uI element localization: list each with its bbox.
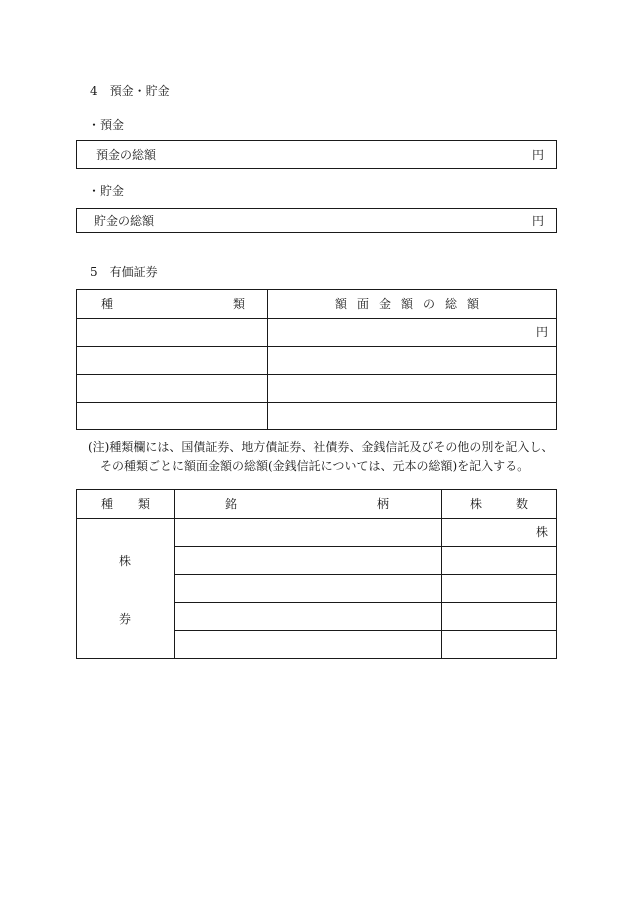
securities-table [76, 289, 557, 430]
table1-header-amount: 額面金額の総額 [335, 297, 490, 311]
table2-brand-cell[interactable] [175, 631, 441, 658]
table2-brand-cell[interactable] [175, 547, 441, 574]
table2-brand-cell[interactable] [175, 519, 441, 546]
table1-type-cell[interactable] [77, 403, 267, 429]
deposit-total-label: 預金の総額 [96, 148, 157, 162]
note-line-1: (注)種類欄には、国債証券、地方債証券、社債券、金銭信託及びその他の別を記入し、 [88, 440, 554, 454]
table2-shares-cell[interactable] [442, 631, 556, 658]
table2-brand-cell[interactable] [175, 603, 441, 630]
table1-amount-cell[interactable] [268, 347, 556, 374]
table2-shares-cell[interactable] [442, 547, 556, 574]
table1-type-cell[interactable] [77, 375, 267, 402]
table2-header-brand-b: 柄 [377, 497, 390, 511]
savings-label: ・貯金 [88, 184, 125, 198]
table1-header-type-a: 種 [101, 297, 114, 311]
stock-row-label-a: 株 [119, 554, 132, 568]
table1-amount-unit: 円 [535, 325, 548, 339]
savings-unit: 円 [531, 214, 544, 228]
table1-type-cell[interactable] [77, 347, 267, 374]
section4-heading: 4 預金・貯金 [90, 84, 170, 98]
deposit-unit: 円 [531, 148, 544, 162]
stock-row-label-b: 券 [119, 612, 132, 626]
table2-shares-cell[interactable] [442, 603, 556, 630]
savings-total-label: 貯金の総額 [94, 214, 155, 228]
savings-total-box[interactable] [76, 208, 557, 233]
table2-brand-cell[interactable] [175, 575, 441, 602]
table1-header-type-b: 類 [233, 297, 246, 311]
stocks-table [76, 489, 557, 659]
table1-amount-cell[interactable] [268, 319, 556, 346]
table2-header-type-b: 類 [138, 497, 151, 511]
table1-amount-cell[interactable] [268, 375, 556, 402]
table2-header-brand-a: 銘 [225, 497, 238, 511]
table1-type-cell[interactable] [77, 319, 267, 346]
table2-header-type-a: 種 [101, 497, 114, 511]
table2-header-shares-a: 株 [470, 497, 483, 511]
table1-amount-cell[interactable] [268, 403, 556, 429]
note-line-2: その種類ごとに額面金額の総額(金銭信託については、元本の総額)を記入する。 [100, 459, 530, 473]
deposit-total-box[interactable] [76, 140, 557, 169]
deposit-label: ・預金 [88, 118, 125, 132]
section5-heading: 5 有価証券 [90, 265, 158, 279]
table2-shares-cell[interactable] [442, 519, 556, 546]
table2-shares-unit: 株 [535, 525, 548, 539]
table2-header-shares-b: 数 [516, 497, 529, 511]
table2-shares-cell[interactable] [442, 575, 556, 602]
